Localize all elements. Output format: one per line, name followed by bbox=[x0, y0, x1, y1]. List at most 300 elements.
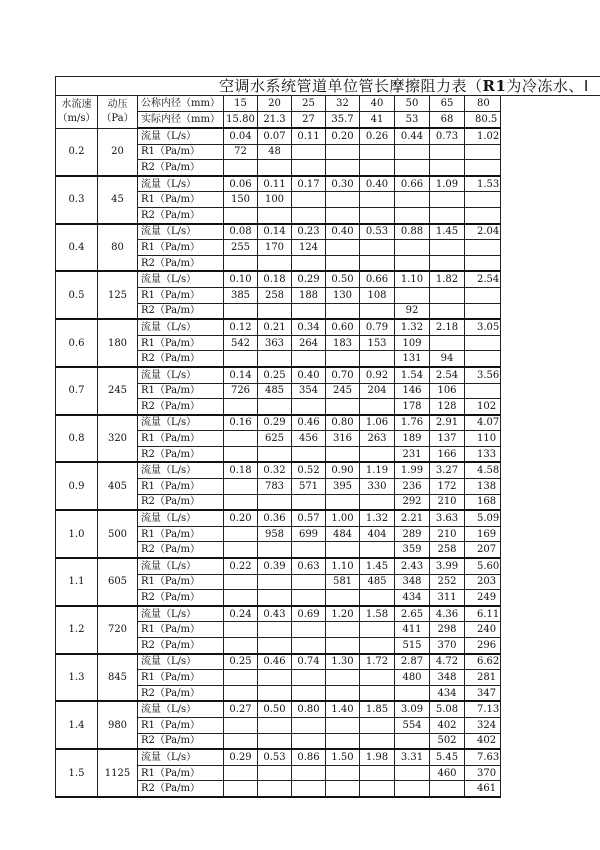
flow-cell: 1.02 bbox=[465, 128, 501, 144]
r1-cell bbox=[258, 622, 292, 638]
r2-cell: 402 bbox=[465, 733, 501, 749]
nominal-dn: 40 bbox=[360, 96, 395, 112]
r2-cell bbox=[258, 781, 292, 797]
flow-cell: 0.40 bbox=[326, 224, 360, 240]
flow-cell: 0.40 bbox=[292, 367, 326, 383]
r1-cell: 236 bbox=[395, 479, 430, 495]
flow-cell: 0.88 bbox=[395, 224, 430, 240]
table-row bbox=[56, 224, 600, 240]
flow-cell: 2.54 bbox=[430, 367, 465, 383]
header-pressure: 动压（Pa） bbox=[98, 96, 138, 129]
table-row bbox=[56, 749, 600, 765]
r2-cell: 166 bbox=[430, 446, 465, 462]
flow-cell: 0.50 bbox=[326, 271, 360, 287]
r1-cell bbox=[224, 431, 258, 447]
row-label-r2: R2（Pa/m） bbox=[138, 733, 224, 749]
r2-cell bbox=[224, 160, 258, 176]
r1-cell bbox=[465, 240, 501, 256]
flow-cell: 2.18 bbox=[430, 319, 465, 335]
r2-cell bbox=[292, 446, 326, 462]
flow-cell: 0.27 bbox=[224, 701, 258, 717]
r1-cell: 204 bbox=[360, 383, 395, 399]
flow-cell: 2.04 bbox=[465, 224, 501, 240]
r1-cell: 109 bbox=[395, 335, 430, 351]
row-label-flow: 流量（L/s） bbox=[138, 176, 224, 192]
flow-cell: 0.63 bbox=[292, 558, 326, 574]
r1-cell bbox=[224, 765, 258, 781]
actual-diameter: 35.7 bbox=[326, 112, 360, 129]
velocity-value: 1.1 bbox=[56, 558, 98, 606]
flow-cell: 4.07 bbox=[465, 415, 501, 431]
flow-cell: 0.16 bbox=[224, 415, 258, 431]
flow-cell: 1.00 bbox=[326, 510, 360, 526]
r2-cell bbox=[360, 255, 395, 271]
r1-cell: 395 bbox=[326, 479, 360, 495]
r2-cell bbox=[292, 255, 326, 271]
velocity-value: 1.3 bbox=[56, 654, 98, 702]
row-label-r2: R2（Pa/m） bbox=[138, 494, 224, 510]
r2-cell: 131 bbox=[395, 351, 430, 367]
row-label-r1: R1（Pa/m） bbox=[138, 670, 224, 686]
r1-cell bbox=[395, 765, 430, 781]
r1-cell: 402 bbox=[430, 717, 465, 733]
flow-cell: 1.10 bbox=[395, 271, 430, 287]
table-row bbox=[56, 415, 600, 431]
r1-cell: 484 bbox=[326, 526, 360, 542]
table-row bbox=[56, 479, 600, 495]
flow-cell: 0.25 bbox=[224, 654, 258, 670]
table-row bbox=[56, 733, 600, 749]
r1-cell bbox=[465, 287, 501, 303]
r2-cell bbox=[224, 590, 258, 606]
flow-cell: 4.72 bbox=[430, 654, 465, 670]
r2-cell bbox=[224, 255, 258, 271]
table-row bbox=[56, 526, 600, 542]
pressure-value: 45 bbox=[98, 176, 138, 224]
r2-cell bbox=[258, 303, 292, 319]
r2-cell bbox=[326, 685, 360, 701]
r1-cell bbox=[395, 144, 430, 160]
flow-cell: 0.46 bbox=[258, 654, 292, 670]
row-label-r2: R2（Pa/m） bbox=[138, 399, 224, 415]
r2-cell bbox=[326, 303, 360, 319]
flow-cell: 1.19 bbox=[360, 462, 395, 478]
row-label-r2: R2（Pa/m） bbox=[138, 160, 224, 176]
r1-cell: 554 bbox=[395, 717, 430, 733]
row-label-r1: R1（Pa/m） bbox=[138, 287, 224, 303]
row-label-r2: R2（Pa/m） bbox=[138, 781, 224, 797]
pressure-value: 20 bbox=[98, 128, 138, 176]
r2-cell bbox=[360, 351, 395, 367]
r2-cell bbox=[292, 781, 326, 797]
flow-cell: 6.11 bbox=[465, 606, 501, 622]
r2-cell bbox=[326, 207, 360, 223]
r1-cell bbox=[292, 144, 326, 160]
r1-cell: 137 bbox=[430, 431, 465, 447]
r1-cell bbox=[292, 717, 326, 733]
flow-cell: 2.54 bbox=[465, 271, 501, 287]
r1-cell bbox=[360, 717, 395, 733]
flow-cell: 0.24 bbox=[224, 606, 258, 622]
r1-cell bbox=[224, 622, 258, 638]
table-row bbox=[56, 638, 600, 654]
flow-cell: 2.87 bbox=[395, 654, 430, 670]
r1-cell: 581 bbox=[326, 574, 360, 590]
r2-cell: 258 bbox=[430, 542, 465, 558]
r2-cell: 434 bbox=[395, 590, 430, 606]
velocity-value: 0.2 bbox=[56, 128, 98, 176]
r2-cell: 461 bbox=[465, 781, 501, 797]
nominal-dn: 20 bbox=[258, 96, 292, 112]
r2-cell bbox=[360, 733, 395, 749]
pressure-value: 720 bbox=[98, 606, 138, 654]
r1-cell: 404 bbox=[360, 526, 395, 542]
table-row bbox=[56, 303, 600, 319]
table-row bbox=[56, 399, 600, 415]
r1-cell: 203 bbox=[465, 574, 501, 590]
r2-cell bbox=[292, 638, 326, 654]
r2-cell bbox=[292, 399, 326, 415]
table-row bbox=[56, 287, 600, 303]
r1-cell: 783 bbox=[258, 479, 292, 495]
r1-cell bbox=[292, 622, 326, 638]
flow-cell: 3.05 bbox=[465, 319, 501, 335]
header-actual-label: 实际内径（mm） bbox=[138, 112, 224, 129]
flow-cell: 0.66 bbox=[360, 271, 395, 287]
r1-cell: 124 bbox=[292, 240, 326, 256]
row-label-r2: R2（Pa/m） bbox=[138, 590, 224, 606]
r2-cell bbox=[258, 638, 292, 654]
flow-cell: 0.23 bbox=[292, 224, 326, 240]
flow-cell: 0.60 bbox=[326, 319, 360, 335]
r1-cell: 48 bbox=[258, 144, 292, 160]
pressure-value: 125 bbox=[98, 271, 138, 319]
velocity-value: 1.2 bbox=[56, 606, 98, 654]
row-label-flow: 流量（L/s） bbox=[138, 701, 224, 717]
pressure-value: 1125 bbox=[98, 749, 138, 797]
flow-cell: 0.86 bbox=[292, 749, 326, 765]
row-label-r1: R1（Pa/m） bbox=[138, 717, 224, 733]
flow-cell: 1.45 bbox=[360, 558, 395, 574]
r1-cell: 571 bbox=[292, 479, 326, 495]
r1-cell: 240 bbox=[465, 622, 501, 638]
flow-cell: 3.31 bbox=[395, 749, 430, 765]
flow-cell: 2.21 bbox=[395, 510, 430, 526]
r1-cell: 485 bbox=[258, 383, 292, 399]
r1-cell bbox=[326, 144, 360, 160]
r2-cell bbox=[360, 446, 395, 462]
r1-cell: 188 bbox=[292, 287, 326, 303]
row-label-flow: 流量（L/s） bbox=[138, 510, 224, 526]
velocity-value: 0.5 bbox=[56, 271, 98, 319]
r1-cell bbox=[326, 765, 360, 781]
r2-cell bbox=[224, 781, 258, 797]
table-row bbox=[56, 176, 600, 192]
friction-table bbox=[55, 76, 600, 798]
flow-cell: 0.26 bbox=[360, 128, 395, 144]
r2-cell: 370 bbox=[430, 638, 465, 654]
table-row bbox=[56, 558, 600, 574]
r1-cell bbox=[258, 717, 292, 733]
r1-cell bbox=[224, 479, 258, 495]
r2-cell: 92 bbox=[395, 303, 430, 319]
r1-cell: 281 bbox=[465, 670, 501, 686]
r2-cell bbox=[360, 685, 395, 701]
flow-cell: 2.43 bbox=[395, 558, 430, 574]
r1-cell bbox=[360, 144, 395, 160]
r1-cell: 348 bbox=[430, 670, 465, 686]
actual-diameter: 15.80 bbox=[224, 112, 258, 129]
r2-cell bbox=[258, 160, 292, 176]
flow-cell: 0.29 bbox=[258, 415, 292, 431]
flow-cell: 3.56 bbox=[465, 367, 501, 383]
r2-cell bbox=[258, 351, 292, 367]
flow-cell: 1.10 bbox=[326, 558, 360, 574]
flow-cell: 0.32 bbox=[258, 462, 292, 478]
r1-cell: 183 bbox=[326, 335, 360, 351]
row-label-flow: 流量（L/s） bbox=[138, 367, 224, 383]
row-label-flow: 流量（L/s） bbox=[138, 271, 224, 287]
table-row bbox=[56, 462, 600, 478]
nominal-dn: 15 bbox=[224, 96, 258, 112]
row-label-flow: 流量（L/s） bbox=[138, 749, 224, 765]
pressure-value: 180 bbox=[98, 319, 138, 367]
flow-cell: 0.90 bbox=[326, 462, 360, 478]
pressure-value: 320 bbox=[98, 415, 138, 463]
flow-cell: 0.20 bbox=[224, 510, 258, 526]
r2-cell bbox=[258, 685, 292, 701]
pressure-value: 245 bbox=[98, 367, 138, 415]
table-row bbox=[56, 383, 600, 399]
r1-cell bbox=[224, 717, 258, 733]
r1-cell: 363 bbox=[258, 335, 292, 351]
flow-cell: 3.99 bbox=[430, 558, 465, 574]
flow-cell: 1.76 bbox=[395, 415, 430, 431]
r1-cell bbox=[292, 670, 326, 686]
flow-cell: 0.80 bbox=[292, 701, 326, 717]
r1-cell: 252 bbox=[430, 574, 465, 590]
r1-cell: 255 bbox=[224, 240, 258, 256]
r1-cell bbox=[465, 383, 501, 399]
r2-cell bbox=[360, 494, 395, 510]
r2-cell bbox=[360, 207, 395, 223]
table-row bbox=[56, 144, 600, 160]
r1-cell bbox=[258, 574, 292, 590]
row-label-r2: R2（Pa/m） bbox=[138, 351, 224, 367]
r1-cell: 542 bbox=[224, 335, 258, 351]
r2-cell: 102 bbox=[465, 399, 501, 415]
r1-cell bbox=[224, 670, 258, 686]
row-label-r2: R2（Pa/m） bbox=[138, 638, 224, 654]
r2-cell bbox=[326, 399, 360, 415]
pressure-value: 500 bbox=[98, 510, 138, 558]
r2-cell bbox=[224, 494, 258, 510]
flow-cell: 0.29 bbox=[224, 749, 258, 765]
flow-cell: 0.07 bbox=[258, 128, 292, 144]
table-row bbox=[56, 192, 600, 208]
r1-cell: 72 bbox=[224, 144, 258, 160]
nominal-dn: 32 bbox=[326, 96, 360, 112]
velocity-value: 0.6 bbox=[56, 319, 98, 367]
flow-cell: 1.32 bbox=[395, 319, 430, 335]
flow-cell: 0.52 bbox=[292, 462, 326, 478]
r1-cell: 625 bbox=[258, 431, 292, 447]
r2-cell: 296 bbox=[465, 638, 501, 654]
flow-cell: 1.98 bbox=[360, 749, 395, 765]
table-row bbox=[56, 207, 600, 223]
r1-cell: 958 bbox=[258, 526, 292, 542]
table-row bbox=[56, 510, 600, 526]
r1-cell bbox=[430, 240, 465, 256]
r2-cell bbox=[326, 590, 360, 606]
r2-cell bbox=[224, 685, 258, 701]
r1-cell bbox=[430, 144, 465, 160]
flow-cell: 1.40 bbox=[326, 701, 360, 717]
r1-cell bbox=[395, 240, 430, 256]
r2-cell bbox=[258, 542, 292, 558]
r2-cell bbox=[360, 160, 395, 176]
r1-cell bbox=[360, 765, 395, 781]
r1-cell: 456 bbox=[292, 431, 326, 447]
r1-cell: 324 bbox=[465, 717, 501, 733]
r2-cell bbox=[224, 446, 258, 462]
r1-cell: 385 bbox=[224, 287, 258, 303]
row-label-flow: 流量（L/s） bbox=[138, 558, 224, 574]
row-label-r1: R1（Pa/m） bbox=[138, 144, 224, 160]
r2-cell bbox=[258, 494, 292, 510]
r1-cell: 150 bbox=[224, 192, 258, 208]
r2-cell bbox=[326, 638, 360, 654]
velocity-value: 1.5 bbox=[56, 749, 98, 797]
row-label-r2: R2（Pa/m） bbox=[138, 303, 224, 319]
row-label-r1: R1（Pa/m） bbox=[138, 335, 224, 351]
flow-cell: 0.12 bbox=[224, 319, 258, 335]
r2-cell bbox=[292, 733, 326, 749]
flow-cell: 5.08 bbox=[430, 701, 465, 717]
pressure-value: 605 bbox=[98, 558, 138, 606]
flow-cell: 4.36 bbox=[430, 606, 465, 622]
r1-cell bbox=[292, 765, 326, 781]
flow-cell: 0.06 bbox=[224, 176, 258, 192]
r1-cell: 348 bbox=[395, 574, 430, 590]
velocity-value: 1.4 bbox=[56, 701, 98, 749]
r2-cell: 359 bbox=[395, 542, 430, 558]
flow-cell: 4.58 bbox=[465, 462, 501, 478]
r1-cell: 298 bbox=[430, 622, 465, 638]
table-row bbox=[56, 654, 600, 670]
header-velocity: 水流速（m/s） bbox=[56, 96, 98, 129]
nominal-dn: 65 bbox=[430, 96, 465, 112]
r1-cell: 210 bbox=[430, 526, 465, 542]
r1-cell: 699 bbox=[292, 526, 326, 542]
r2-cell bbox=[224, 207, 258, 223]
r1-cell bbox=[430, 287, 465, 303]
velocity-value: 0.8 bbox=[56, 415, 98, 463]
flow-cell: 0.34 bbox=[292, 319, 326, 335]
row-label-r1: R1（Pa/m） bbox=[138, 192, 224, 208]
table-row bbox=[56, 351, 600, 367]
r2-cell: 502 bbox=[430, 733, 465, 749]
r2-cell: 210 bbox=[430, 494, 465, 510]
r2-cell bbox=[292, 590, 326, 606]
pressure-value: 845 bbox=[98, 654, 138, 702]
row-label-r1: R1（Pa/m） bbox=[138, 383, 224, 399]
r1-cell bbox=[360, 670, 395, 686]
r2-cell: 292 bbox=[395, 494, 430, 510]
flow-cell: 1.99 bbox=[395, 462, 430, 478]
flow-cell: 0.25 bbox=[258, 367, 292, 383]
velocity-value: 0.3 bbox=[56, 176, 98, 224]
flow-cell: 0.43 bbox=[258, 606, 292, 622]
r2-cell bbox=[258, 255, 292, 271]
r2-cell bbox=[360, 781, 395, 797]
r1-cell: 245 bbox=[326, 383, 360, 399]
row-label-r1: R1（Pa/m） bbox=[138, 240, 224, 256]
r1-cell: 460 bbox=[430, 765, 465, 781]
r2-cell: 434 bbox=[430, 685, 465, 701]
actual-diameter: 21.3 bbox=[258, 112, 292, 129]
r2-cell bbox=[430, 160, 465, 176]
flow-cell: 2.91 bbox=[430, 415, 465, 431]
r2-cell bbox=[224, 303, 258, 319]
r2-cell bbox=[292, 685, 326, 701]
table-row bbox=[56, 685, 600, 701]
pressure-value: 80 bbox=[98, 224, 138, 272]
r2-cell bbox=[292, 542, 326, 558]
flow-cell: 0.36 bbox=[258, 510, 292, 526]
flow-cell: 3.27 bbox=[430, 462, 465, 478]
r1-cell bbox=[258, 670, 292, 686]
r2-cell bbox=[224, 399, 258, 415]
flow-cell: 0.46 bbox=[292, 415, 326, 431]
flow-cell: 0.04 bbox=[224, 128, 258, 144]
r1-cell: 169 bbox=[465, 526, 501, 542]
r1-cell bbox=[326, 240, 360, 256]
r1-cell bbox=[326, 192, 360, 208]
r1-cell bbox=[430, 192, 465, 208]
r1-cell bbox=[465, 144, 501, 160]
r2-cell bbox=[430, 781, 465, 797]
table-row bbox=[56, 622, 600, 638]
table-row bbox=[56, 367, 600, 383]
table-row bbox=[56, 590, 600, 606]
flow-cell: 7.13 bbox=[465, 701, 501, 717]
r1-cell bbox=[465, 335, 501, 351]
flow-cell: 0.11 bbox=[258, 176, 292, 192]
flow-cell: 0.44 bbox=[395, 128, 430, 144]
r1-cell: 100 bbox=[258, 192, 292, 208]
row-label-r2: R2（Pa/m） bbox=[138, 685, 224, 701]
flow-cell: 0.50 bbox=[258, 701, 292, 717]
r2-cell bbox=[258, 446, 292, 462]
r2-cell bbox=[326, 494, 360, 510]
flow-cell: 3.09 bbox=[395, 701, 430, 717]
r2-cell bbox=[224, 638, 258, 654]
table-row bbox=[56, 494, 600, 510]
r2-cell bbox=[326, 733, 360, 749]
r1-cell bbox=[360, 192, 395, 208]
flow-cell: 0.29 bbox=[292, 271, 326, 287]
nominal-dn: 80 bbox=[465, 96, 501, 112]
flow-cell: 0.10 bbox=[224, 271, 258, 287]
table-row bbox=[56, 717, 600, 733]
velocity-value: 0.7 bbox=[56, 367, 98, 415]
row-label-r2: R2（Pa/m） bbox=[138, 542, 224, 558]
flow-cell: 0.21 bbox=[258, 319, 292, 335]
actual-diameter: 41 bbox=[360, 112, 395, 129]
table-row bbox=[56, 670, 600, 686]
flow-cell: 0.69 bbox=[292, 606, 326, 622]
